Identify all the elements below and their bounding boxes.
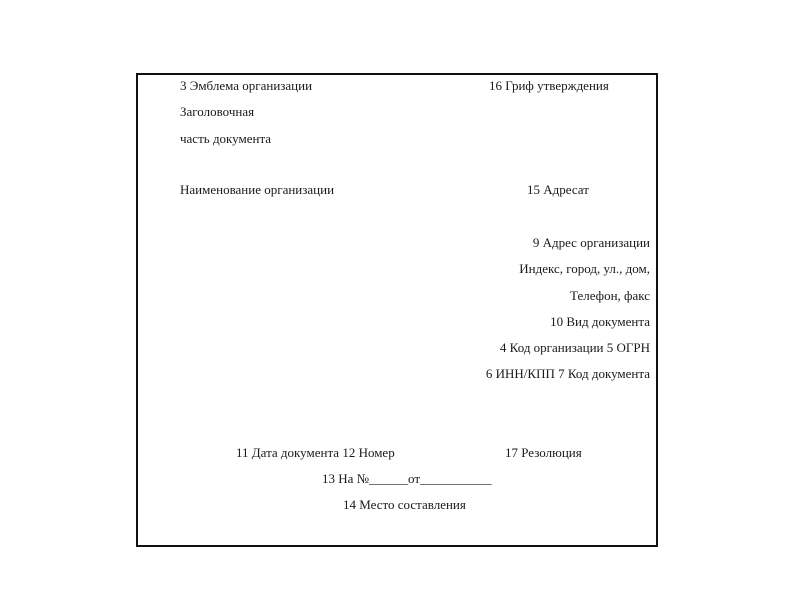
reference-label: 13 На №______от___________ [322,471,492,486]
date-number-label: 11 Дата документа 12 Номер [236,445,395,460]
approval-stamp-label: 16 Гриф утверждения [489,78,609,93]
org-name-label: Наименование организации [180,182,335,197]
header-part-line1: Заголовочная [180,104,255,119]
emblem-label: 3 Эмблема организации [180,78,313,93]
place-label: 14 Место составления [343,497,466,512]
address-detail-label: Индекс, город, ул., дом, [519,261,650,276]
org-code-label: 4 Код организации 5 ОГРН [499,340,650,355]
resolution-label: 17 Резолюция [505,445,582,460]
header-part-line2: часть документа [180,131,272,146]
inn-kpp-label: 6 ИНН/КПП 7 Код документа [485,366,650,381]
addressee-label: 15 Адресат [527,182,589,197]
phone-fax-label: Телефон, факс [570,288,650,303]
doc-type-label: 10 Вид документа [550,314,650,329]
org-address-label: 9 Адрес организации [532,235,650,250]
